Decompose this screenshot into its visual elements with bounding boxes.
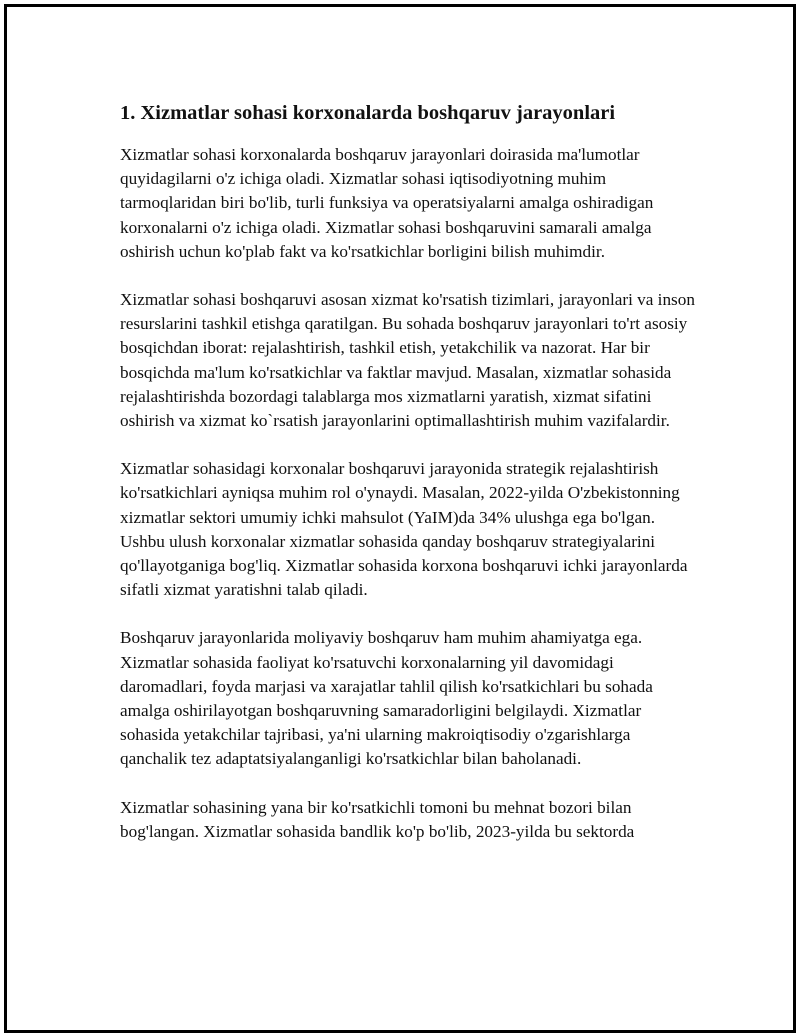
paragraph-1: Xizmatlar sohasi korxonalarda boshqaruv jarayonlari doirasida ma'lumotlar quyidagilarni o'z ichiga oladi. Xizmatlar sohasi iqtisodiyotning muhim tarmoqlaridan biri bo'lib, turli funksiya va operatsiyalarni amalga oshiradigan korxonalarni o'z ichiga oladi. Xizmatlar sohasi boshqaruvini samarali amalga oshirish uchun ko'plab fakt va ko'rsatkichlar borligini bilish muhimdir. — [120, 145, 654, 261]
paragraph-4: Boshqaruv jarayonlarida moliyaviy boshqaruv ham muhim ahamiyatga ega. Xizmatlar sohasida faoliyat ko'rsatuvchi korxonalarning yil davomidagi daromadlari, foyda marjasi va xarajatlar tahlil qilish ko'rsatkichlari bu sohada amalga oshirilayotgan boshqaruvning samaradorligini belgilaydi. Xizmatlar sohasida yetakchilar tajribasi, ya'ni ularning makroiqtisodiy o'zgarishlarga qanchalik tez adaptatsiyalanganligi ko'rsatkichlar bilan baholanadi. — [120, 628, 653, 769]
paragraph-2: Xizmatlar sohasi boshqaruvi asosan xizmat ko'rsatish tizimlari, jarayonlari va inson resurslarini tashkil etishga qaratilgan. Bu sohada boshqaruv jarayonlari to'rt asosiy bosqichdan iborat: rejalashtirish, tashkil etish, yetakchilik va nazorat. Har bir bosqichda ma'lum ko'rsatkichlar va faktlar mavjud. Masalan, xizmatlar sohasida rejalashtirishda bozordagi talablarga mos xizmatlarni yaratish, xizmat sifatini oshirish va xizmat ko`rsatish jarayonlarini optimallashtirish muhim vazifalardir. — [120, 290, 695, 431]
section-heading: 1. Xizmatlar sohasi korxonalarda boshqaruv jarayonlari — [120, 102, 616, 124]
paragraph-5: Xizmatlar sohasining yana bir ko'rsatkichli tomoni bu mehnat bozori bilan bog'langan. Xizmatlar sohasida bandlik ko'p bo'lib, 2023-yilda bu sektorda — [120, 797, 635, 841]
document-body — [120, 99, 695, 868]
page-frame — [4, 4, 796, 1033]
paragraph-3: Xizmatlar sohasidagi korxonalar boshqaruvi jarayonida strategik rejalashtirish ko'rsatkichlari ayniqsa muhim rol o'ynaydi. Masalan, 2022-yilda O'zbekistonning xizmatlar sektori umumiy ichki mahsulot (YaIM)da 34% ulushga ega bo'lgan. Ushbu ulush korxonalar xizmatlar sohasida qanday boshqaruv strategiyalarini qo'llayotganiga bog'liq. Xizmatlar sohasida korxona boshqaruvi ichki jarayonlarda sifatli xizmat yaratishni talab qiladi. — [120, 459, 688, 600]
